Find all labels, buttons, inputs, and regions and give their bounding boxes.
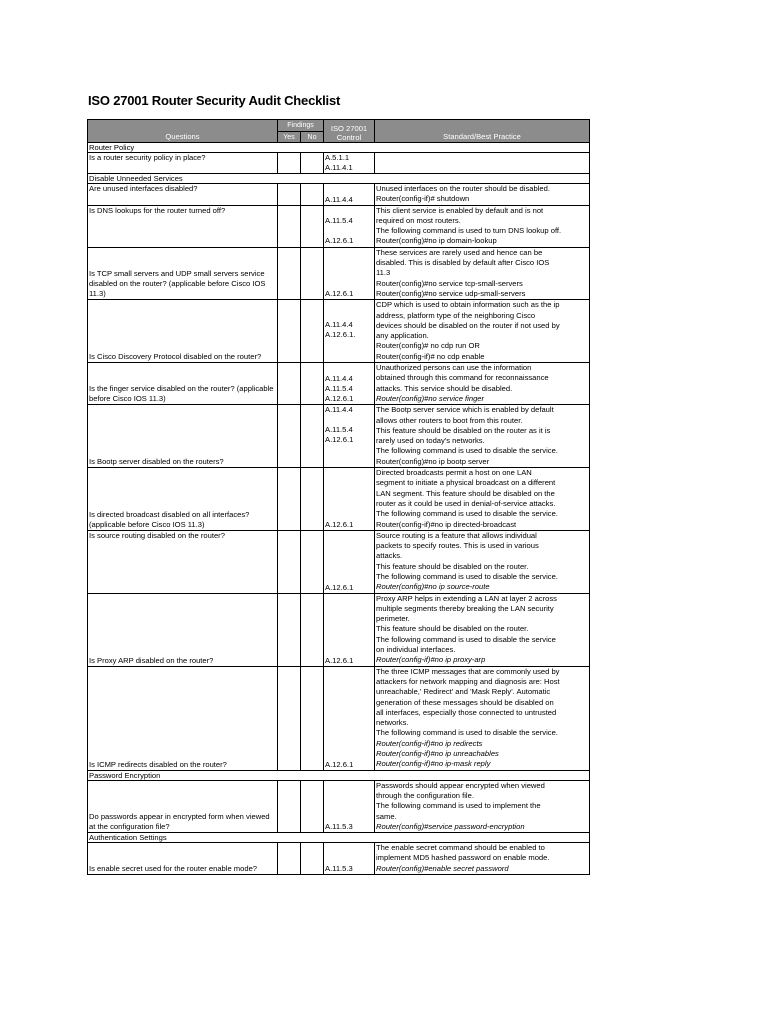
standard-line: This client service is enabled by default and is not <box>376 205 544 215</box>
standard-line: Proxy ARP helps in extending a LAN at layer 2 across <box>376 593 557 603</box>
question-cell: Is directed broadcast disabled on all interfaces? (applicable before Cisco IOS 11.3) <box>88 468 278 531</box>
standard-line: The following command is used to disable the service. <box>376 509 558 519</box>
no-header: No <box>301 131 324 143</box>
standard-cell <box>375 405 590 468</box>
standard-command: Router(config)#service password-encryption <box>376 821 525 831</box>
standard-line: disabled. This is disabled by default after Cisco IOS <box>376 258 550 268</box>
standard-line: The enable secret command should be enabled to <box>376 843 545 853</box>
question-cell: Is TCP small servers and UDP small servers service disabled on the router? (applicable before Cisco IOS 11.3) <box>88 247 278 299</box>
table-row <box>88 468 590 531</box>
standard-command: Router(config-if)#no ip-mask reply <box>376 759 491 769</box>
standard-cell <box>375 247 590 299</box>
no-cell[interactable] <box>301 247 324 299</box>
section-row <box>88 143 590 153</box>
yes-cell[interactable] <box>278 247 301 299</box>
standard-line: on individual interfaces. <box>376 645 456 655</box>
standard-line: These services are rarely used and hence can be <box>376 247 543 257</box>
table-row <box>88 247 590 299</box>
table-row <box>88 153 590 174</box>
control-cell <box>324 184 375 206</box>
no-cell[interactable] <box>301 780 324 832</box>
yes-cell[interactable] <box>278 666 301 770</box>
table-row <box>88 405 590 468</box>
standard-line: devices should be disabled on the router if not used by <box>376 320 560 330</box>
standard-command: Router(config)# no cdp run OR <box>376 341 480 351</box>
yes-cell[interactable] <box>278 405 301 468</box>
table-row <box>88 184 590 206</box>
control-header-line1: ISO 27001 <box>330 124 368 133</box>
section-row <box>88 770 590 780</box>
standard-line: all interfaces, especially those connected to untrusted <box>376 707 557 717</box>
control-ref: A.12.6.1 <box>325 655 354 665</box>
standard-line: router as it could be used in denial-of-service attacks. <box>376 498 556 508</box>
questions-header: Questions <box>88 120 278 143</box>
section-router-policy: Router Policy <box>88 143 590 153</box>
standard-command: Router(config)#no ip domain-lookup <box>376 236 497 246</box>
audit-checklist-table <box>87 119 590 875</box>
standard-cell <box>375 205 590 247</box>
question-cell: Is Proxy ARP disabled on the router? <box>88 593 278 666</box>
control-cell <box>324 780 375 832</box>
standard-cell <box>375 300 590 363</box>
standard-line: Directed broadcasts permit a host on one LAN <box>376 468 532 478</box>
standard-line: any application. <box>376 331 429 341</box>
standard-command: Router(config)#no service udp-small-servers <box>376 288 526 298</box>
standard-line: This feature should be disabled on the router. <box>376 561 529 571</box>
section-row <box>88 174 590 184</box>
control-cell <box>324 843 375 875</box>
no-cell[interactable] <box>301 843 324 875</box>
standard-line: address, platform type of the neighboring Cisco <box>376 310 536 320</box>
standard-line: The following command is used to disable the service. <box>376 728 558 738</box>
header-row-top <box>88 120 590 132</box>
table-row <box>88 843 590 875</box>
table-row <box>88 363 590 405</box>
control-ref: A.12.6.1 <box>325 394 354 404</box>
no-cell[interactable] <box>301 363 324 405</box>
yes-header: Yes <box>278 131 301 143</box>
standard-line: The following command is used to disable the service. <box>376 571 558 581</box>
table-row <box>88 666 590 770</box>
control-ref: A.12.6.1. <box>325 330 356 340</box>
standard-line: The following command is used to implement the <box>376 801 541 811</box>
control-ref: A.12.6.1 <box>325 582 354 592</box>
standard-line: Unauthorized persons can use the information <box>376 363 532 373</box>
standard-cell <box>375 363 590 405</box>
standard-cell <box>375 184 590 206</box>
yes-cell[interactable] <box>278 363 301 405</box>
yes-cell[interactable] <box>278 184 301 206</box>
standard-line: This feature should be disabled on the router as it is <box>376 425 551 435</box>
question-cell: Is the finger service disabled on the router? (applicable before Cisco IOS 11.3) <box>88 363 278 405</box>
yes-cell[interactable] <box>278 843 301 875</box>
control-cell <box>324 593 375 666</box>
table-row <box>88 300 590 363</box>
section-auth-settings: Authentication Settings <box>88 833 590 843</box>
control-ref: A.12.6.1 <box>325 235 354 245</box>
standard-line: Unused interfaces on the router should be disabled. <box>376 184 550 193</box>
control-cell <box>324 468 375 531</box>
no-cell[interactable] <box>301 184 324 206</box>
control-ref: A.11.4.4 <box>325 374 353 384</box>
standard-line: obtained through this command for reconnaissance <box>376 373 549 383</box>
standard-line: CDP which is used to obtain information such as the ip <box>376 300 560 310</box>
control-cell <box>324 405 375 468</box>
standard-cell <box>375 530 590 593</box>
standard-command: Router(config)#enable secret password <box>376 863 509 873</box>
standard-line: The following command is used to disable the service <box>376 634 556 644</box>
standard-line: Passwords should appear encrypted when viewed <box>376 780 545 790</box>
standard-line: Source routing is a feature that allows individual <box>376 530 537 540</box>
no-cell[interactable] <box>301 405 324 468</box>
standard-cell <box>375 593 590 666</box>
control-cell <box>324 363 375 405</box>
yes-cell[interactable] <box>278 205 301 247</box>
control-cell <box>324 530 375 593</box>
standard-cell <box>375 780 590 832</box>
yes-cell[interactable] <box>278 780 301 832</box>
standard-line: 11.3 <box>376 268 391 278</box>
control-ref: A.11.5.3 <box>325 822 353 832</box>
standard-line: perimeter. <box>376 614 410 624</box>
standard-cell <box>375 666 590 770</box>
standard-line: required on most routers. <box>376 215 461 225</box>
yes-cell[interactable] <box>278 593 301 666</box>
table-row <box>88 205 590 247</box>
no-cell[interactable] <box>301 205 324 247</box>
control-ref: A.11.4.1 <box>325 163 353 172</box>
standard-line: The Bootp server service which is enabled by default <box>376 405 554 415</box>
standard-line: implement MD5 hashed password on enable mode. <box>376 853 550 863</box>
standard-line: attacks. This service should be disabled. <box>376 383 513 393</box>
standard-line: The following command is used to disable the service. <box>376 446 558 456</box>
standard-command: Router(config-if)# no cdp enable <box>376 351 485 361</box>
control-ref: A.11.5.3 <box>325 864 353 873</box>
standard-line: multiple segments thereby breaking the LAN security <box>376 603 554 613</box>
control-cell <box>324 205 375 247</box>
question-cell: Is DNS lookups for the router turned off? <box>88 205 278 247</box>
control-cell <box>324 247 375 299</box>
control-ref: A.5.1.1 <box>325 153 350 162</box>
no-cell[interactable] <box>301 530 324 593</box>
standard-command: Router(config)#no ip source-route <box>376 582 490 592</box>
control-ref: A.12.6.1 <box>325 435 354 445</box>
question-cell: Is Cisco Discovery Protocol disabled on the router? <box>88 300 278 363</box>
no-cell[interactable] <box>301 666 324 770</box>
standard-command: Router(config-if)#no ip unreachables <box>376 749 499 759</box>
question-cell: Is ICMP redirects disabled on the router? <box>88 666 278 770</box>
standard-line: packets to specify routes. This is used in various <box>376 541 539 551</box>
standard-line: attackers for network mapping and diagnosis are: Host <box>376 676 560 686</box>
question-cell: Are unused interfaces disabled? <box>88 184 278 206</box>
standard-cell <box>375 153 590 174</box>
yes-cell[interactable] <box>278 468 301 531</box>
standard-line: networks. <box>376 718 409 728</box>
no-cell[interactable] <box>301 593 324 666</box>
question-cell: Is source routing disabled on the router? <box>88 530 278 593</box>
standard-line: allows other routers to boot from this router. <box>376 415 523 425</box>
standard-cell <box>375 843 590 875</box>
table-row <box>88 593 590 666</box>
standard-line: The three ICMP messages that are commonly used by <box>376 666 560 676</box>
control-header <box>324 120 375 143</box>
control-ref: A.12.6.1 <box>325 519 354 529</box>
standard-line: unreachable,' Redirect' and 'Mask Reply'. Automatic <box>376 687 551 697</box>
control-ref: A.11.4.4 <box>325 194 353 204</box>
standard-line: The following command is used to turn DNS lookup off. <box>376 226 562 236</box>
standard-command: Router(config)#no service finger <box>376 393 485 403</box>
findings-header: Findings <box>278 120 324 132</box>
standard-command: Router(config)#no ip bootp server <box>376 456 490 466</box>
control-ref: A.11.4.4 <box>325 405 353 415</box>
no-cell[interactable] <box>301 300 324 363</box>
control-ref: A.12.6.1 <box>325 289 354 299</box>
control-ref: A.11.5.4 <box>325 425 353 435</box>
control-header-line2: Control <box>336 133 362 142</box>
standard-cell <box>375 468 590 531</box>
yes-cell[interactable] <box>278 153 301 174</box>
yes-cell[interactable] <box>278 300 301 363</box>
standard-command: Router(config-if)#no ip proxy-arp <box>376 655 486 665</box>
section-password-encryption: Password Encryption <box>88 770 590 780</box>
standard-command: Router(config)#no service tcp-small-servers <box>376 278 523 288</box>
standard-command: Router(config-if)#no ip redirects <box>376 738 483 748</box>
standard-line: segment to initiate a physical broadcast on a different <box>376 478 556 488</box>
question-cell: Do passwords appear in encrypted form when viewed at the configuration file? <box>88 780 278 832</box>
standard-header: Standard/Best Practice <box>375 120 590 143</box>
standard-line: attacks. <box>376 551 403 561</box>
yes-cell[interactable] <box>278 530 301 593</box>
table-row <box>88 780 590 832</box>
standard-line: This feature should be disabled on the router. <box>376 624 529 634</box>
page-title: ISO 27001 Router Security Audit Checklist <box>88 93 341 108</box>
control-cell <box>324 153 375 174</box>
standard-line: LAN segment. This feature should be disabled on the <box>376 488 555 498</box>
standard-line: same. <box>376 811 397 821</box>
question-cell: Is enable secret used for the router enable mode? <box>88 843 278 875</box>
control-cell <box>324 666 375 770</box>
table-row <box>88 530 590 593</box>
no-cell[interactable] <box>301 153 324 174</box>
section-row <box>88 833 590 843</box>
standard-command: Router(config-if)# shutdown <box>376 194 470 204</box>
control-ref: A.11.5.4 <box>325 384 353 394</box>
standard-line: generation of these messages should be disabled on <box>376 697 554 707</box>
control-ref: A.11.5.4 <box>325 215 353 225</box>
control-ref: A.12.6.1 <box>325 759 354 769</box>
section-disable-services: Disable Unneeded Services <box>88 174 590 184</box>
standard-line: through the configuration file. <box>376 790 474 800</box>
question-cell: Is a router security policy in place? <box>88 153 278 174</box>
no-cell[interactable] <box>301 468 324 531</box>
control-ref: A.11.4.4 <box>325 320 353 330</box>
standard-line: rarely used on today's networks. <box>376 436 485 446</box>
standard-command: Router(config-if)#no ip directed-broadcast <box>376 519 517 529</box>
control-cell <box>324 300 375 363</box>
question-cell: Is Bootp server disabled on the routers? <box>88 405 278 468</box>
